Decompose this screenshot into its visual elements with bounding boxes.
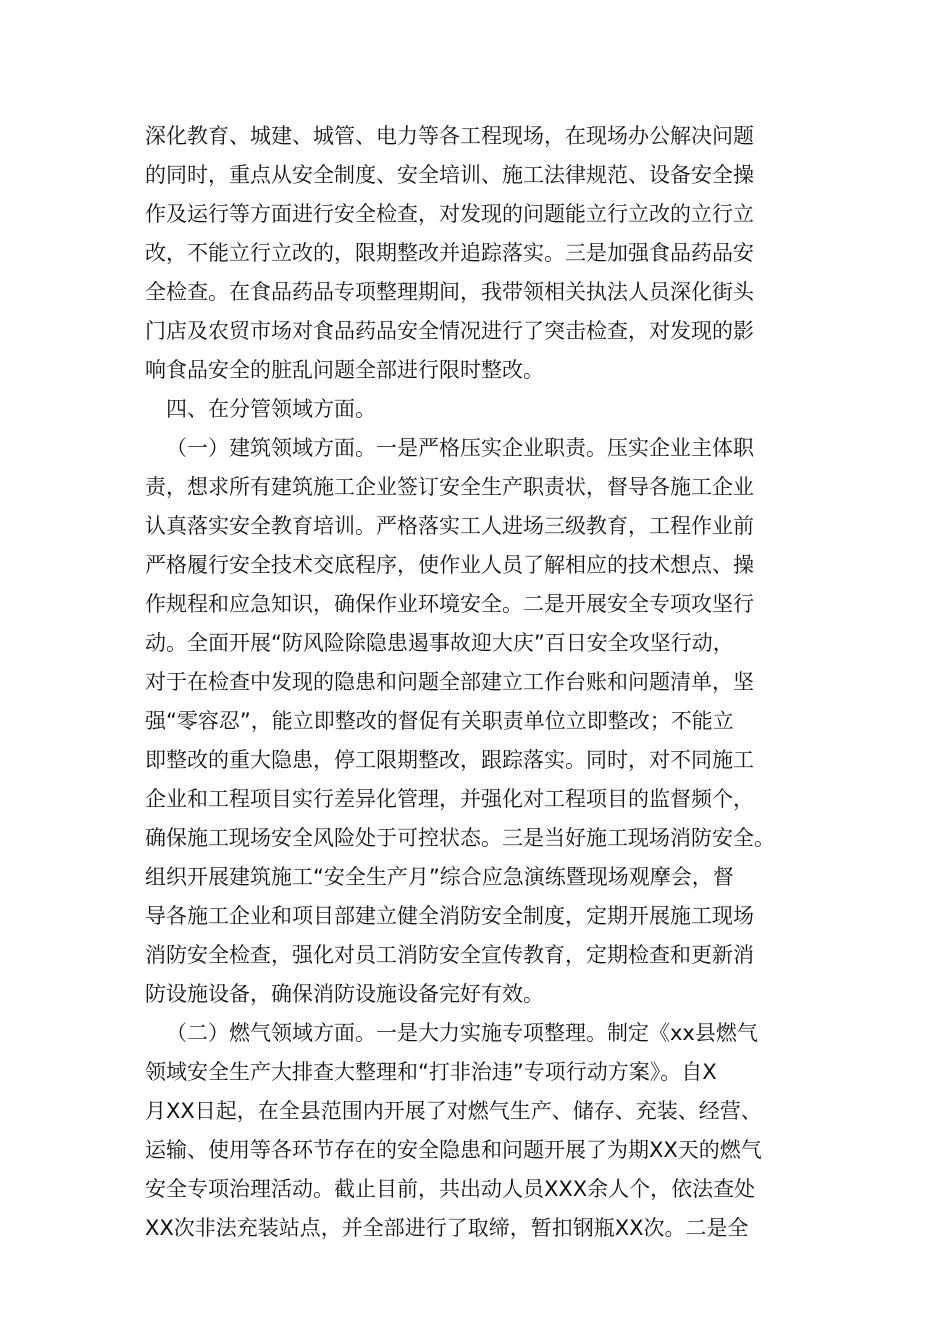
text-line: 组织开展建筑施工“安全生产月”综合应急演练暨现场观摩会，督 [145, 865, 734, 889]
paragraph-start: （一）建筑领域方面。一是严格压实企业职责。压实企业主体职 [166, 436, 754, 460]
text-line: 导各施工企业和项目部建立健全消防安全制度，定期开展施工现场 [145, 904, 754, 928]
text-line: 作及运行等方面进行安全检查，对发现的问题能立行立改的立行立 [145, 202, 754, 226]
text-line: 责，想求所有建筑施工企业签订安全生产职责状，督导各施工企业 [145, 475, 754, 499]
text-line: 运输、使用等各环节存在的安全隐患和问题开展了为期XX天的燃气 [145, 1138, 762, 1162]
text-line: 响食品安全的脏乱问题全部进行限时整改。 [145, 358, 544, 382]
text-line: 企业和工程项目实行差异化管理，并强化对工程项目的监督频个， [145, 787, 754, 811]
section-heading: 四、在分管领域方面。 [166, 397, 376, 421]
text-line: 改，不能立行立改的，限期整改并追踪落实。三是加强食品药品安 [145, 241, 754, 265]
text-line: 作规程和应急知识，确保作业环境安全。二是开展安全专项攻坚行 [145, 592, 754, 616]
text-line: 领域安全生产大排查大整理和“打非治违”专项行动方案》。自X [145, 1060, 717, 1084]
text-line: XX次非法充装站点，并全部进行了取缔，暂扣钢瓶XX次。二是全 [145, 1216, 749, 1240]
text-line: 安全专项治理活动。截止目前，共出动人员XXX余人个，依法查处 [145, 1177, 756, 1201]
text-line: 即整改的重大隐患，停工限期整改，跟踪落实。同时，对不同施工 [145, 748, 754, 772]
text-line: 全检查。在食品药品专项整理期间，我带领相关执法人员深化街头 [145, 280, 754, 304]
text-line: 消防安全检查，强化对员工消防安全宣传教育，定期检查和更新消 [145, 943, 754, 967]
paragraph-start: （二）燃气领域方面。一是大力实施专项整理。制定《xx县燃气 [166, 1021, 758, 1045]
text-line: 防设施设备，确保消防设施设备完好有效。 [145, 982, 544, 1006]
text-line: 确保施工现场安全风险处于可控状态。三是当好施工现场消防安全。 [145, 826, 775, 850]
text-line: 月XX日起，在全县范围内开展了对燃气生产、储存、充装、经营、 [145, 1099, 762, 1123]
text-line: 认真落实安全教育培训。严格落实工人进场三级教育，工程作业前 [145, 514, 754, 538]
text-line: 对于在检查中发现的隐患和问题全部建立工作台账和问题清单，坚 [145, 670, 754, 694]
text-line: 的同时，重点从安全制度、安全培训、施工法律规范、设备安全操 [145, 163, 754, 187]
text-line: 门店及农贸市场对食品药品安全情况进行了突击检查，对发现的影 [145, 319, 754, 343]
text-line: 强“零容忍”，能立即整改的督促有关职责单位立即整改；不能立 [145, 709, 734, 733]
text-line: 严格履行安全技术交底程序，使作业人员了解相应的技术想点、操 [145, 553, 754, 577]
text-line: 动。全面开展“防风险除隐患遏事故迎大庆”百日安全攻坚行动， [145, 631, 734, 655]
text-line: 深化教育、城建、城管、电力等各工程现场，在现场办公解决问题 [145, 124, 754, 148]
